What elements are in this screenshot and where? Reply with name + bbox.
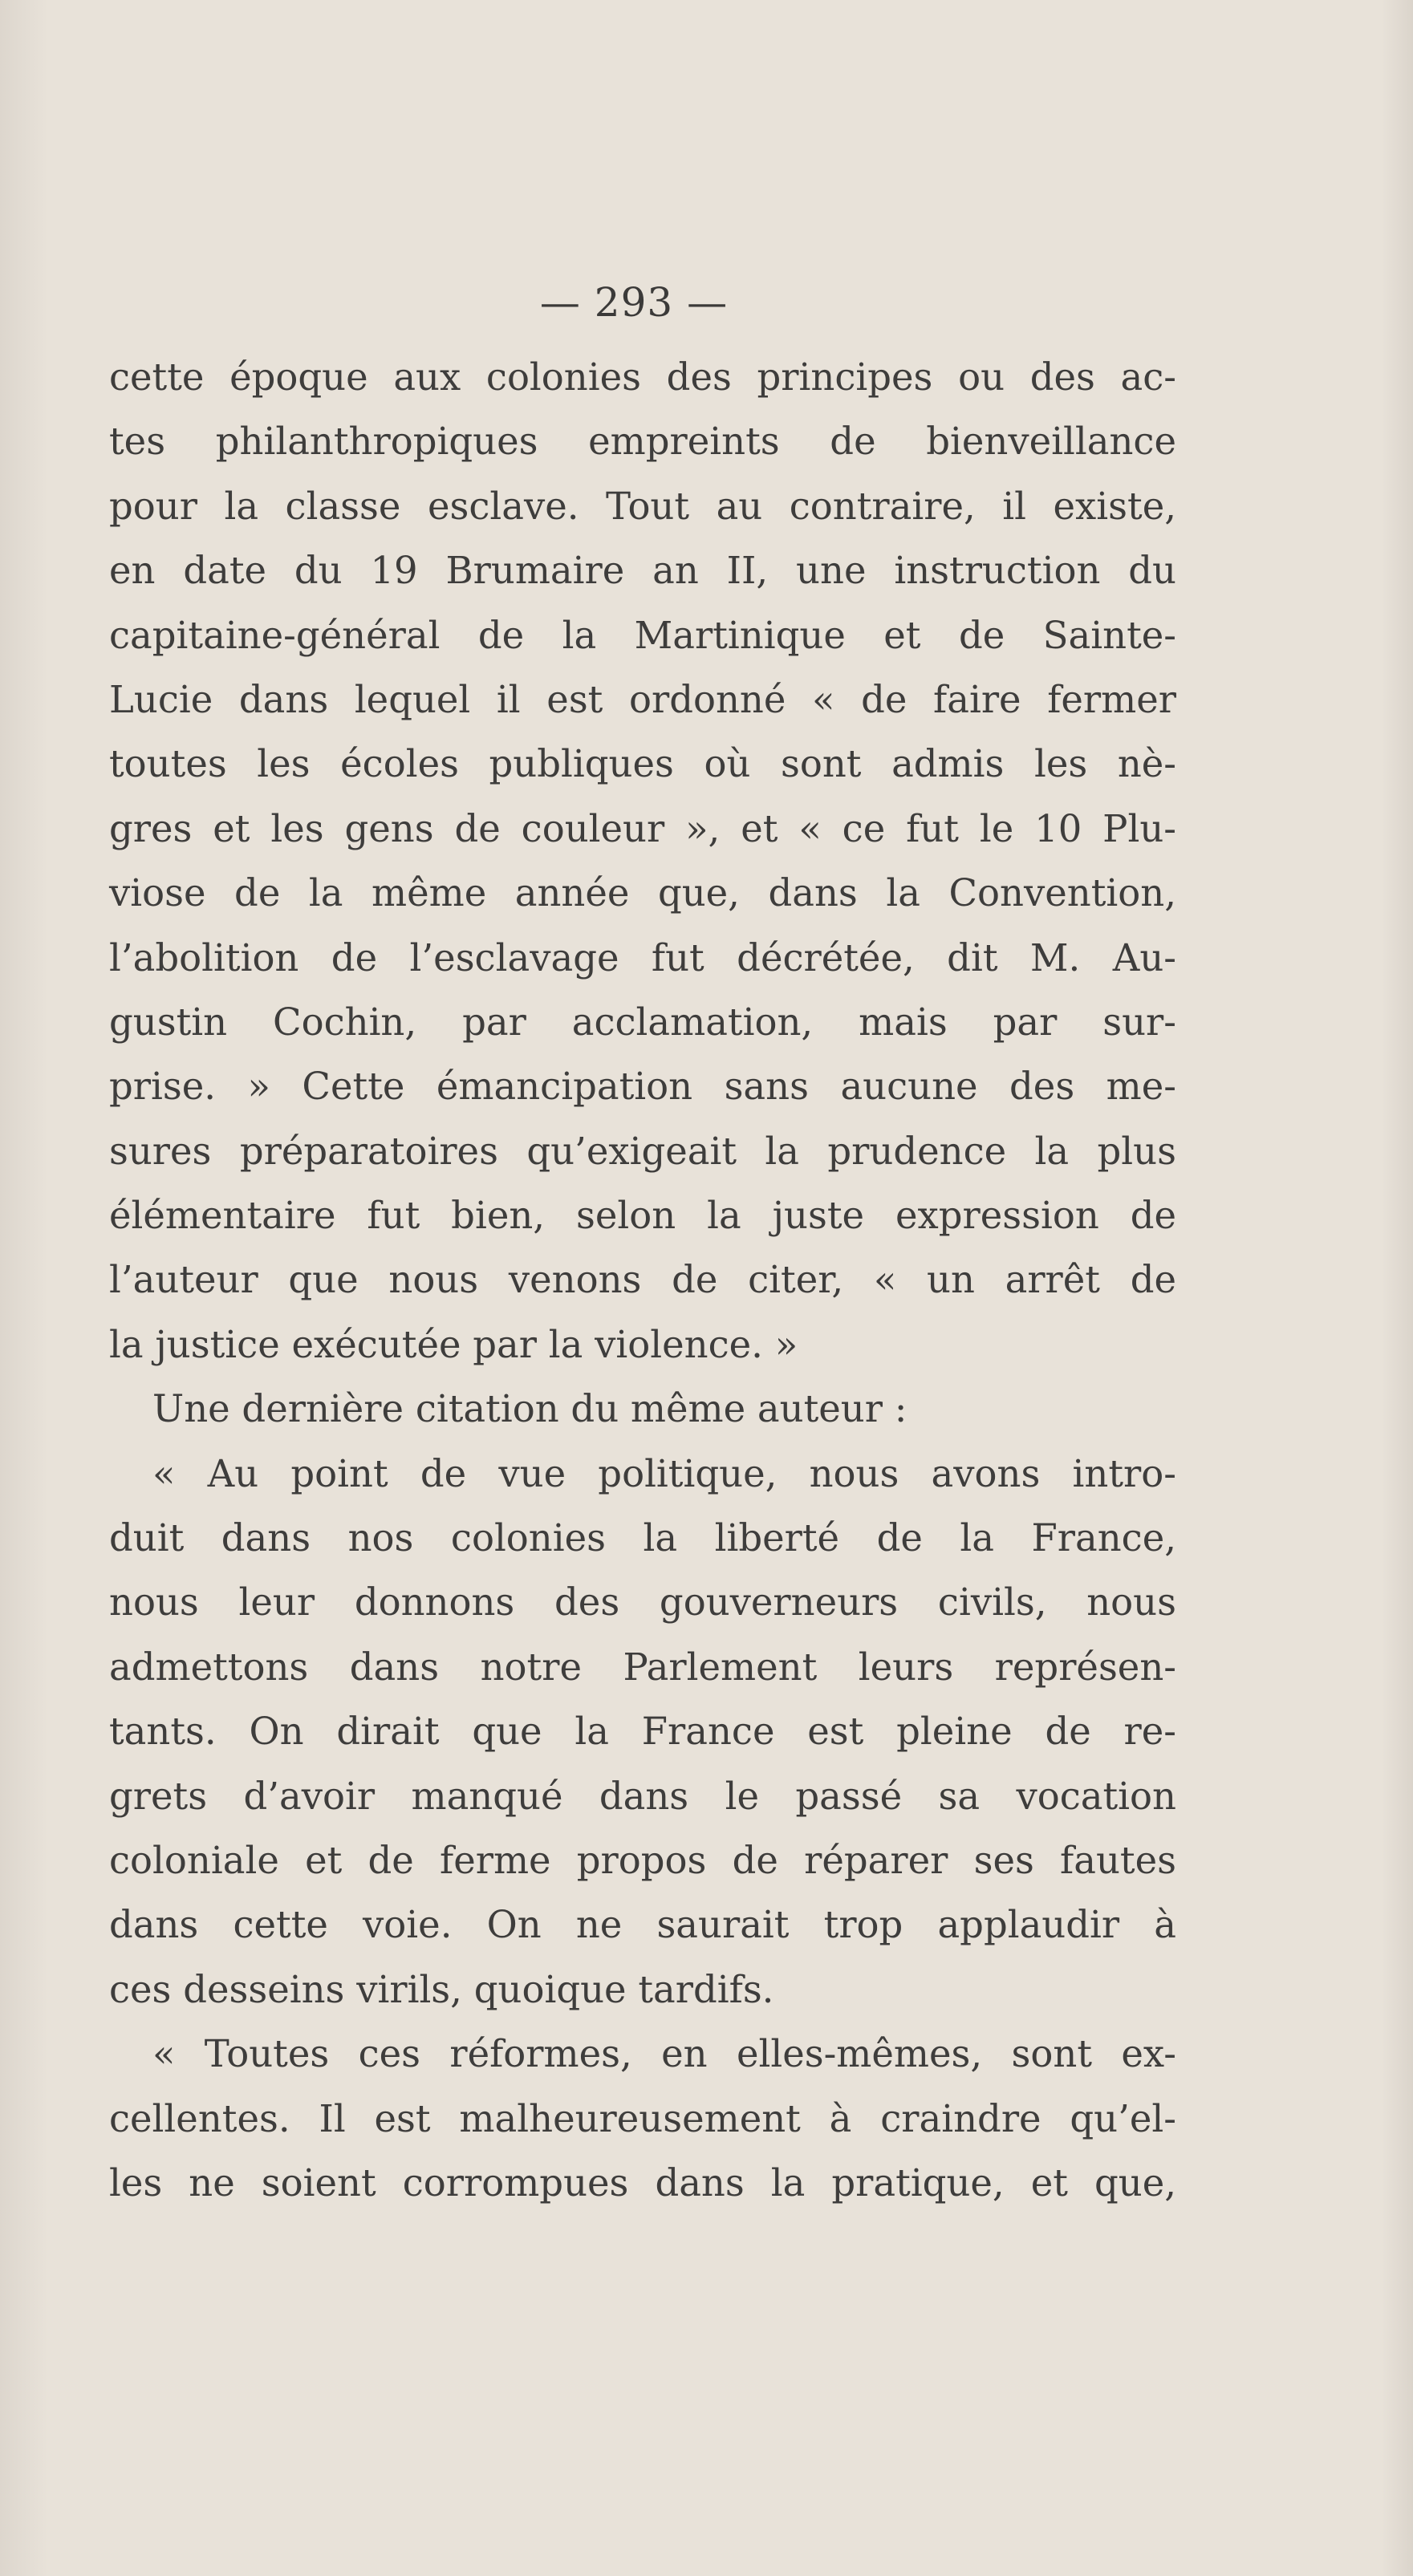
text-line: tes philanthropiques empreints de bienveillance xyxy=(109,420,1176,464)
text-line: élémentaire fut bien, selon la juste expression de xyxy=(109,1194,1176,1238)
text-line: « Toutes ces réformes, en elles-mêmes, sont ex- xyxy=(152,2032,1176,2076)
text-line: cellentes. Il est malheureusement à craindre qu’el- xyxy=(109,2096,1176,2140)
text-line: la justice exécutée par la violence. » xyxy=(109,1322,798,1366)
text-line: en date du 19 Brumaire an II, une instruction du xyxy=(109,549,1176,593)
text-line: l’auteur que nous venons de citer, « un arrêt de xyxy=(109,1258,1176,1302)
text-line: nous leur donnons des gouverneurs civils, nous xyxy=(109,1580,1176,1625)
text-line: sures préparatoires qu’exigeait la prudence la plus xyxy=(109,1129,1176,1173)
text-line: gres et les gens de couleur », et « ce fut le 10 Plu- xyxy=(109,806,1176,850)
body-text xyxy=(109,345,1176,2215)
text-line: coloniale et de ferme propos de réparer ses fautes xyxy=(109,1838,1176,1882)
text-line: cette époque aux colonies des principes ou des ac- xyxy=(109,355,1176,399)
text-line: prise. » Cette émancipation sans aucune des me- xyxy=(109,1065,1176,1109)
text-line: « Au point de vue politique, nous avons intro- xyxy=(152,1451,1176,1495)
text-line: grets d’avoir manqué dans le passé sa vocation xyxy=(109,1774,1176,1818)
text-line: Une dernière citation du même auteur : xyxy=(152,1387,907,1431)
text-line: capitaine-général de la Martinique et de Sainte- xyxy=(109,613,1176,657)
text-line: toutes les écoles publiques où sont admis les nè- xyxy=(109,742,1176,786)
page-number: — 293 — xyxy=(539,279,729,326)
text-line: pour la classe esclave. Tout au contraire, il existe, xyxy=(109,484,1176,528)
text-line: Lucie dans lequel il est ordonné « de faire fermer xyxy=(109,677,1176,721)
text-line: dans cette voie. On ne saurait trop applaudir à xyxy=(109,1903,1176,1947)
text-line: gustin Cochin, par acclamation, mais par sur- xyxy=(109,1000,1176,1044)
text-line: viose de la même année que, dans la Convention, xyxy=(109,871,1176,915)
text-line: les ne soient corrompues dans la pratique, et que, xyxy=(109,2160,1176,2205)
text-line: ces desseins virils, quoique tardifs. xyxy=(109,1967,774,2011)
text-line: tants. On dirait que la France est pleine de re- xyxy=(109,1710,1176,1754)
text-line: admettons dans notre Parlement leurs représen- xyxy=(109,1645,1176,1689)
text-line: duit dans nos colonies la liberté de la France, xyxy=(109,1516,1176,1560)
text-line: l’abolition de l’esclavage fut décrétée, dit M. Au- xyxy=(109,935,1176,980)
